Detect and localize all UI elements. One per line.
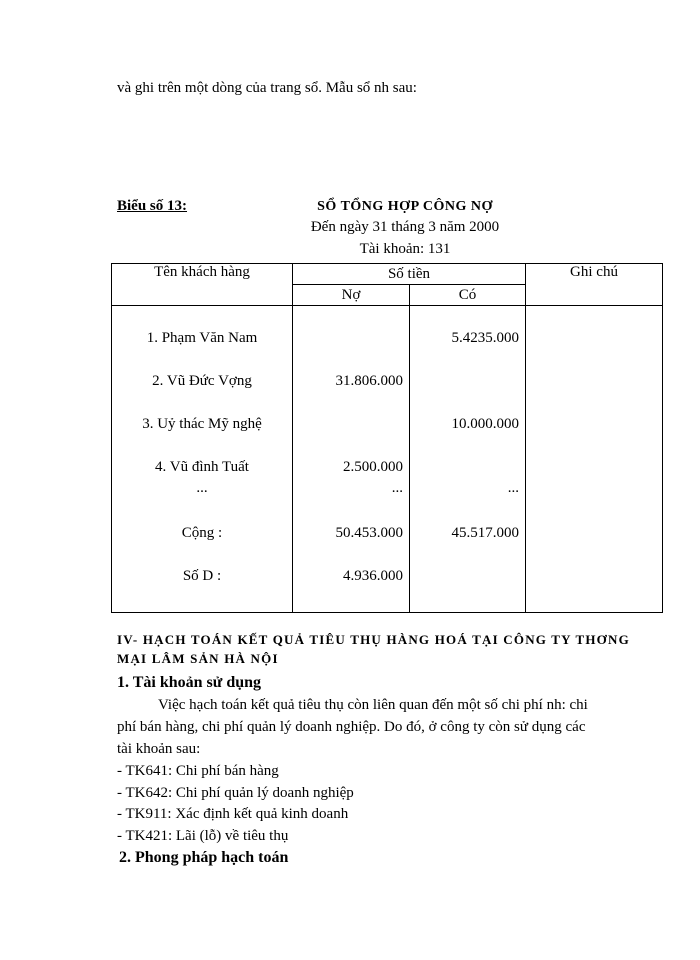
note-column [526,306,663,613]
customer-name: 1. Phạm Văn Nam [146,330,258,346]
header-debit: Nợ [293,285,410,306]
intro-line: và ghi trên một dòng của trang sổ. Mẫu sổ nh sau: [117,80,417,96]
section-heading-cont: MẠI LÂM SẢN HÀ NỘI [117,651,279,666]
customer-name: 2. Vũ Đức Vợng [152,373,252,389]
debit-value: 2.500.000 [343,459,403,475]
credit-value: 5.4235.000 [451,330,519,346]
account-item: - TK421: Lãi (lỗ) về tiêu thụ [117,828,289,844]
balance-debit: 4.936.000 [343,568,403,584]
account-item: - TK641: Chi phí bán hàng [117,763,279,779]
credit-value: 10.000.000 [451,416,519,432]
report-account: Tài khoản: 131 [359,241,451,257]
header-customer: Tên khách hàng [112,264,293,306]
paragraph-line: Việc hạch toán kết quả tiêu thụ còn liên quan đến một số chi phí nh: chi [158,697,588,713]
total-label: Cộng : [181,525,223,541]
form-label: Biểu số 13: [117,198,188,214]
account-item: - TK642: Chi phí quản lý doanh nghiệp [117,785,354,801]
customer-column [112,306,293,613]
header-amount: Số tiền [293,264,526,285]
ellipsis-credit: ... [507,480,519,496]
paragraph-line: phí bán hàng, chi phí quản lý doanh nghiệp. Do đó, ở công ty còn sử dụng các [117,719,586,735]
debit-value: 31.806.000 [335,373,403,389]
ledger-table [111,263,663,613]
subheading-accounts: 1. Tài khoản sử dụng [117,674,262,691]
customer-name: 4. Vũ đình Tuất [155,459,249,475]
account-item: - TK911: Xác định kết quả kinh doanh [117,806,349,822]
section-heading: IV- HẠCH TOÁN KẾT QUẢ TIÊU THỤ HÀNG HOÁ TẠI CÔNG TY THƠNG [117,632,630,647]
debit-column [293,306,410,613]
header-credit: Có [410,285,526,306]
report-date: Đến ngày 31 tháng 3 năm 2000 [310,219,500,235]
total-credit: 45.517.000 [451,525,519,541]
report-title: SỔ TỔNG HỢP CÔNG NỢ [317,199,493,214]
header-note: Ghi chú [526,264,663,306]
paragraph-line: tài khoản sau: [117,741,201,757]
ellipsis-debit: ... [391,480,403,496]
subheading-method: 2. Phong pháp hạch toán [119,849,289,866]
ellipsis-row: ... [196,480,208,496]
customer-name: 3. Uỷ thác Mỹ nghệ [142,416,262,432]
total-debit: 50.453.000 [335,525,403,541]
balance-label: Số D : [182,568,222,584]
credit-column [410,306,526,613]
